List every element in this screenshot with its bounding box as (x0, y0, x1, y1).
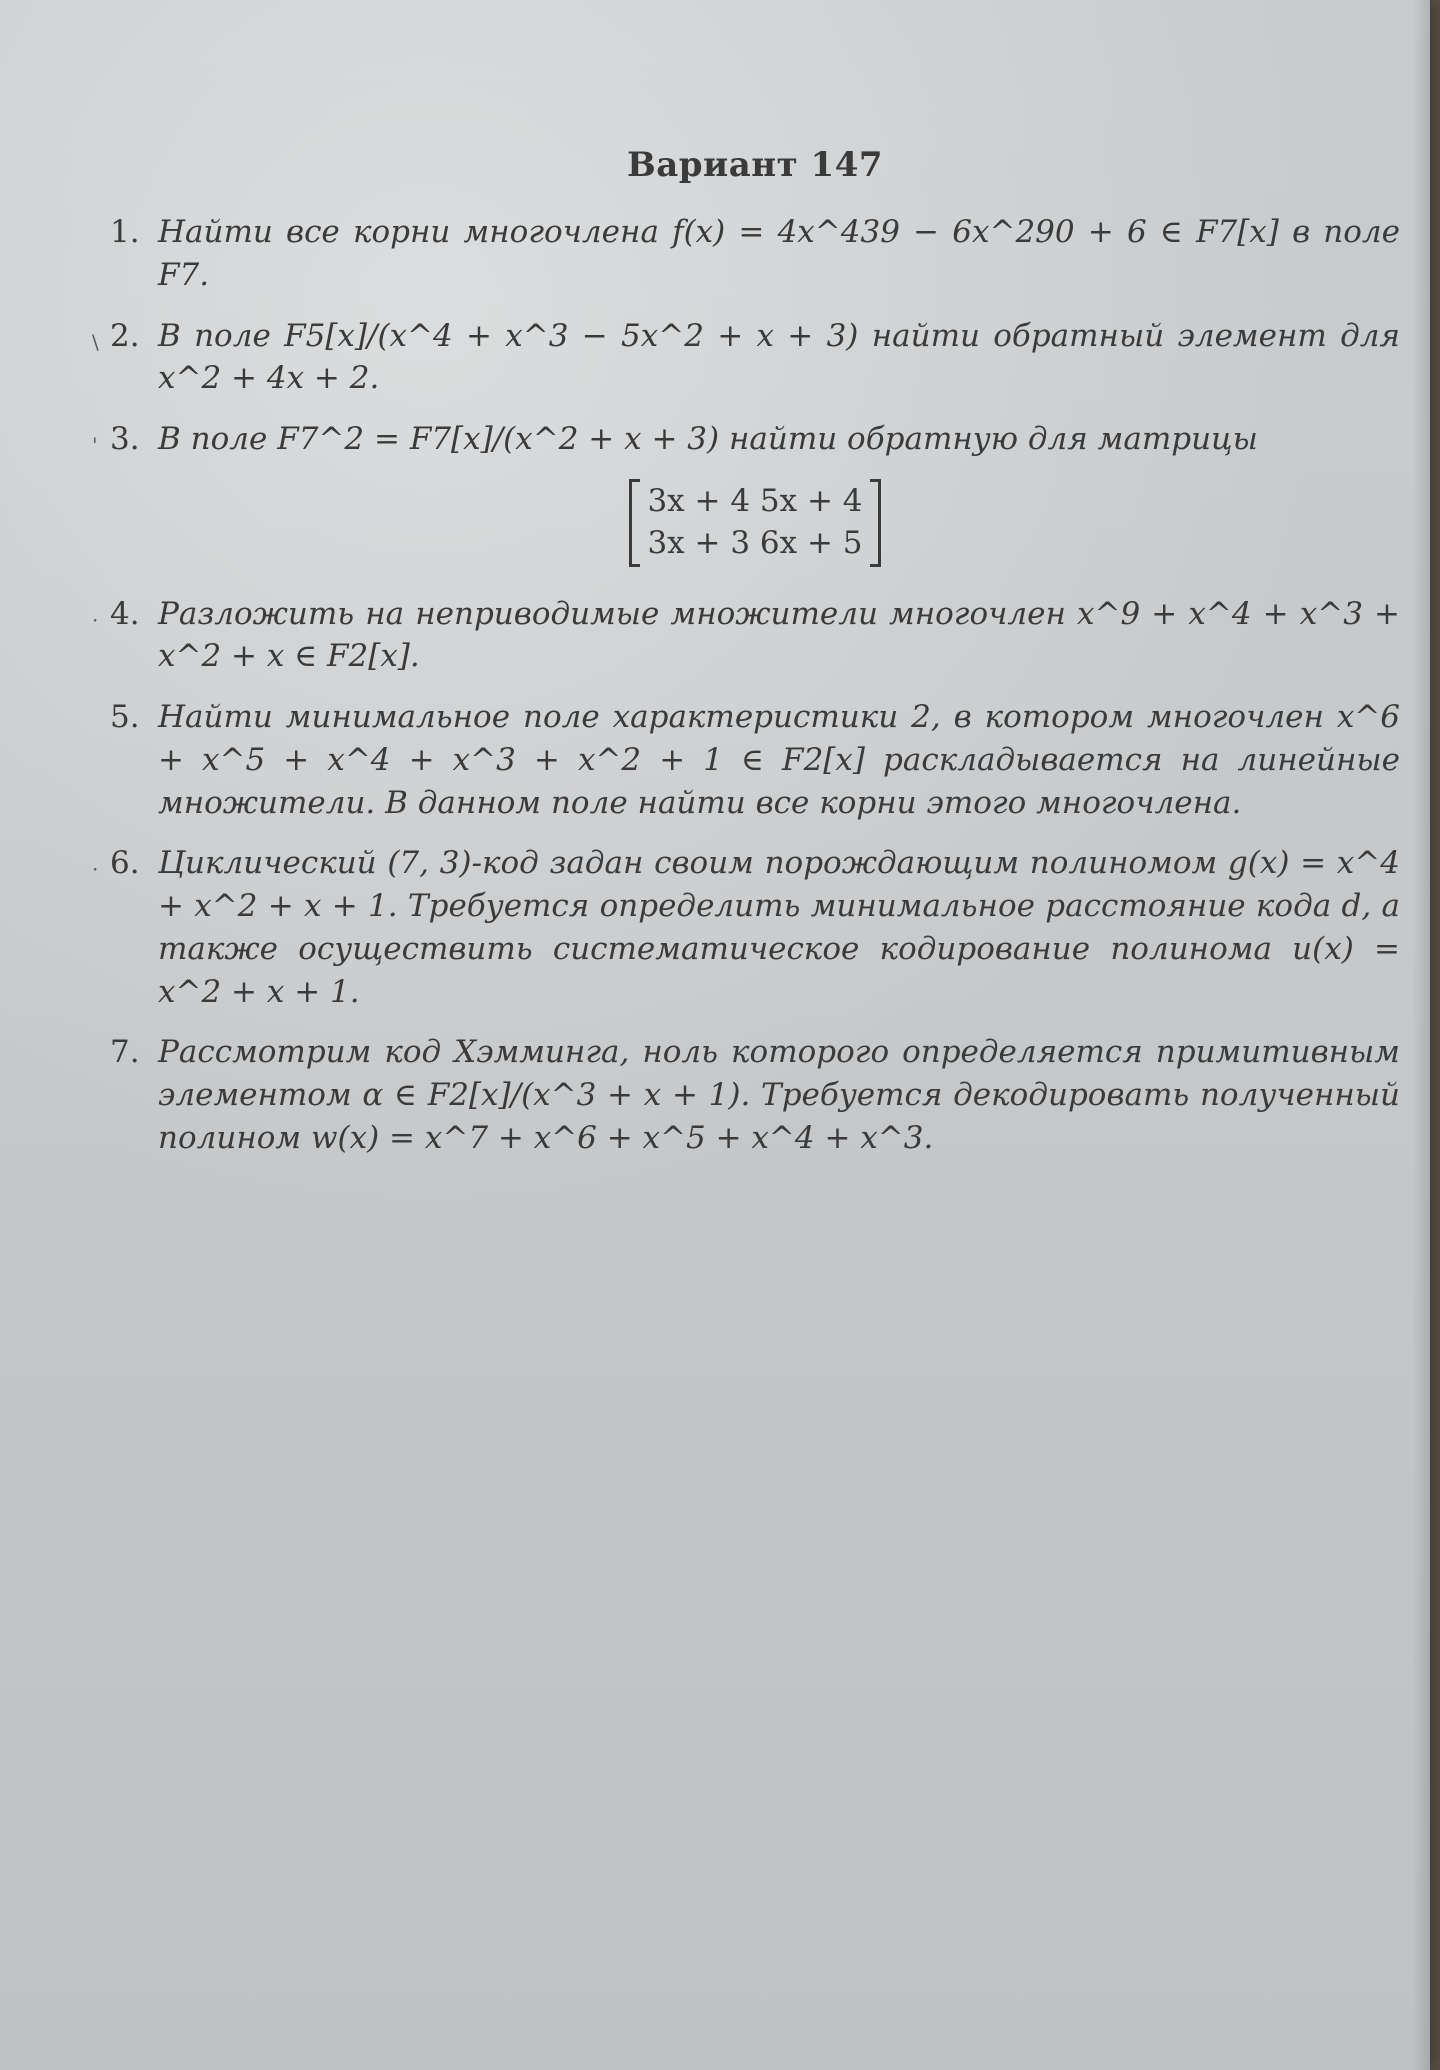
problem-text: В поле F5[x]/(x^4 + x^3 − 5x^2 + x + 3) найти обратный элемент для x^2 + 4x + 2. (158, 317, 1400, 397)
matrix-row-2 (647, 523, 862, 565)
problem-number: 1. (110, 214, 140, 250)
matrix-container (110, 479, 1400, 567)
matrix-cell: 3x + 4 (647, 482, 751, 519)
problem-2 (92, 315, 1400, 401)
paper-shadow (1412, 0, 1430, 2070)
problem-1 (110, 211, 1400, 297)
problem-number: 6. (110, 845, 140, 882)
pencil-mark-icon: ' (92, 433, 98, 458)
problem-text: Рассмотрим код Хэмминга, ноль которого определяется примитивным элементом α ∈ F2[x]/(x^3 + x + 1). Требуется декодировать полученный полином w(x) = x^7 + x^6 + x^5 + x^4 + x^3. (158, 1034, 1400, 1156)
problem-6 (92, 842, 1400, 1013)
problem-text: Разложить на неприводимые множители многочлен x^9 + x^4 + x^3 + x^2 + x ∈ F2[x]. (158, 595, 1400, 675)
problem-3 (92, 418, 1400, 461)
matrix-cell: 6x + 5 (759, 524, 863, 561)
pencil-mark-icon: \ (92, 329, 99, 354)
problem-4 (92, 593, 1400, 679)
matrix-row-1 (647, 481, 862, 523)
problem-number: 4. (110, 595, 140, 632)
problem-number: 2. (110, 317, 140, 354)
problem-number: 5. (110, 699, 140, 736)
problem-number: 3. (110, 421, 140, 458)
problem-7 (110, 1031, 1400, 1159)
matrix-cell: 3x + 3 (647, 524, 751, 561)
document-title: Вариант 147 (626, 145, 884, 185)
problem-text: Найти минимальное поле характеристики 2, в котором многочлен x^6 + x^5 + x^4 + x^3 + x^2 + 1 ∈ F2[x] раскладывается на линейные множители. В данном поле найти все корни этого многочлена. (158, 699, 1400, 821)
matrix (629, 479, 880, 567)
problem-text: Циклический (7, 3)-код задан своим порождающим полиномом g(x) = x^4 + x^2 + x + 1. Требуется определить минимальное расстояние кода d, а также осуществить систематическое кодирование полинома u(x) = x^2 + x + 1. (158, 845, 1400, 1010)
problem-text: Найти все корни многочлена f(x) = 4x^439 − 6x^290 + 6 ∈ F7[x] в поле F7. (158, 214, 1400, 293)
problem-text: В поле F7^2 = F7[x]/(x^2 + x + 3) найти обратную для матрицы (158, 421, 1258, 458)
matrix-cell: 5x + 4 (759, 482, 863, 519)
problem-5 (110, 696, 1400, 824)
pencil-mark-icon: · (92, 857, 99, 882)
pencil-mark-icon: · (92, 607, 99, 632)
document-content (92, 145, 1400, 1178)
problem-number: 7. (110, 1034, 140, 1071)
